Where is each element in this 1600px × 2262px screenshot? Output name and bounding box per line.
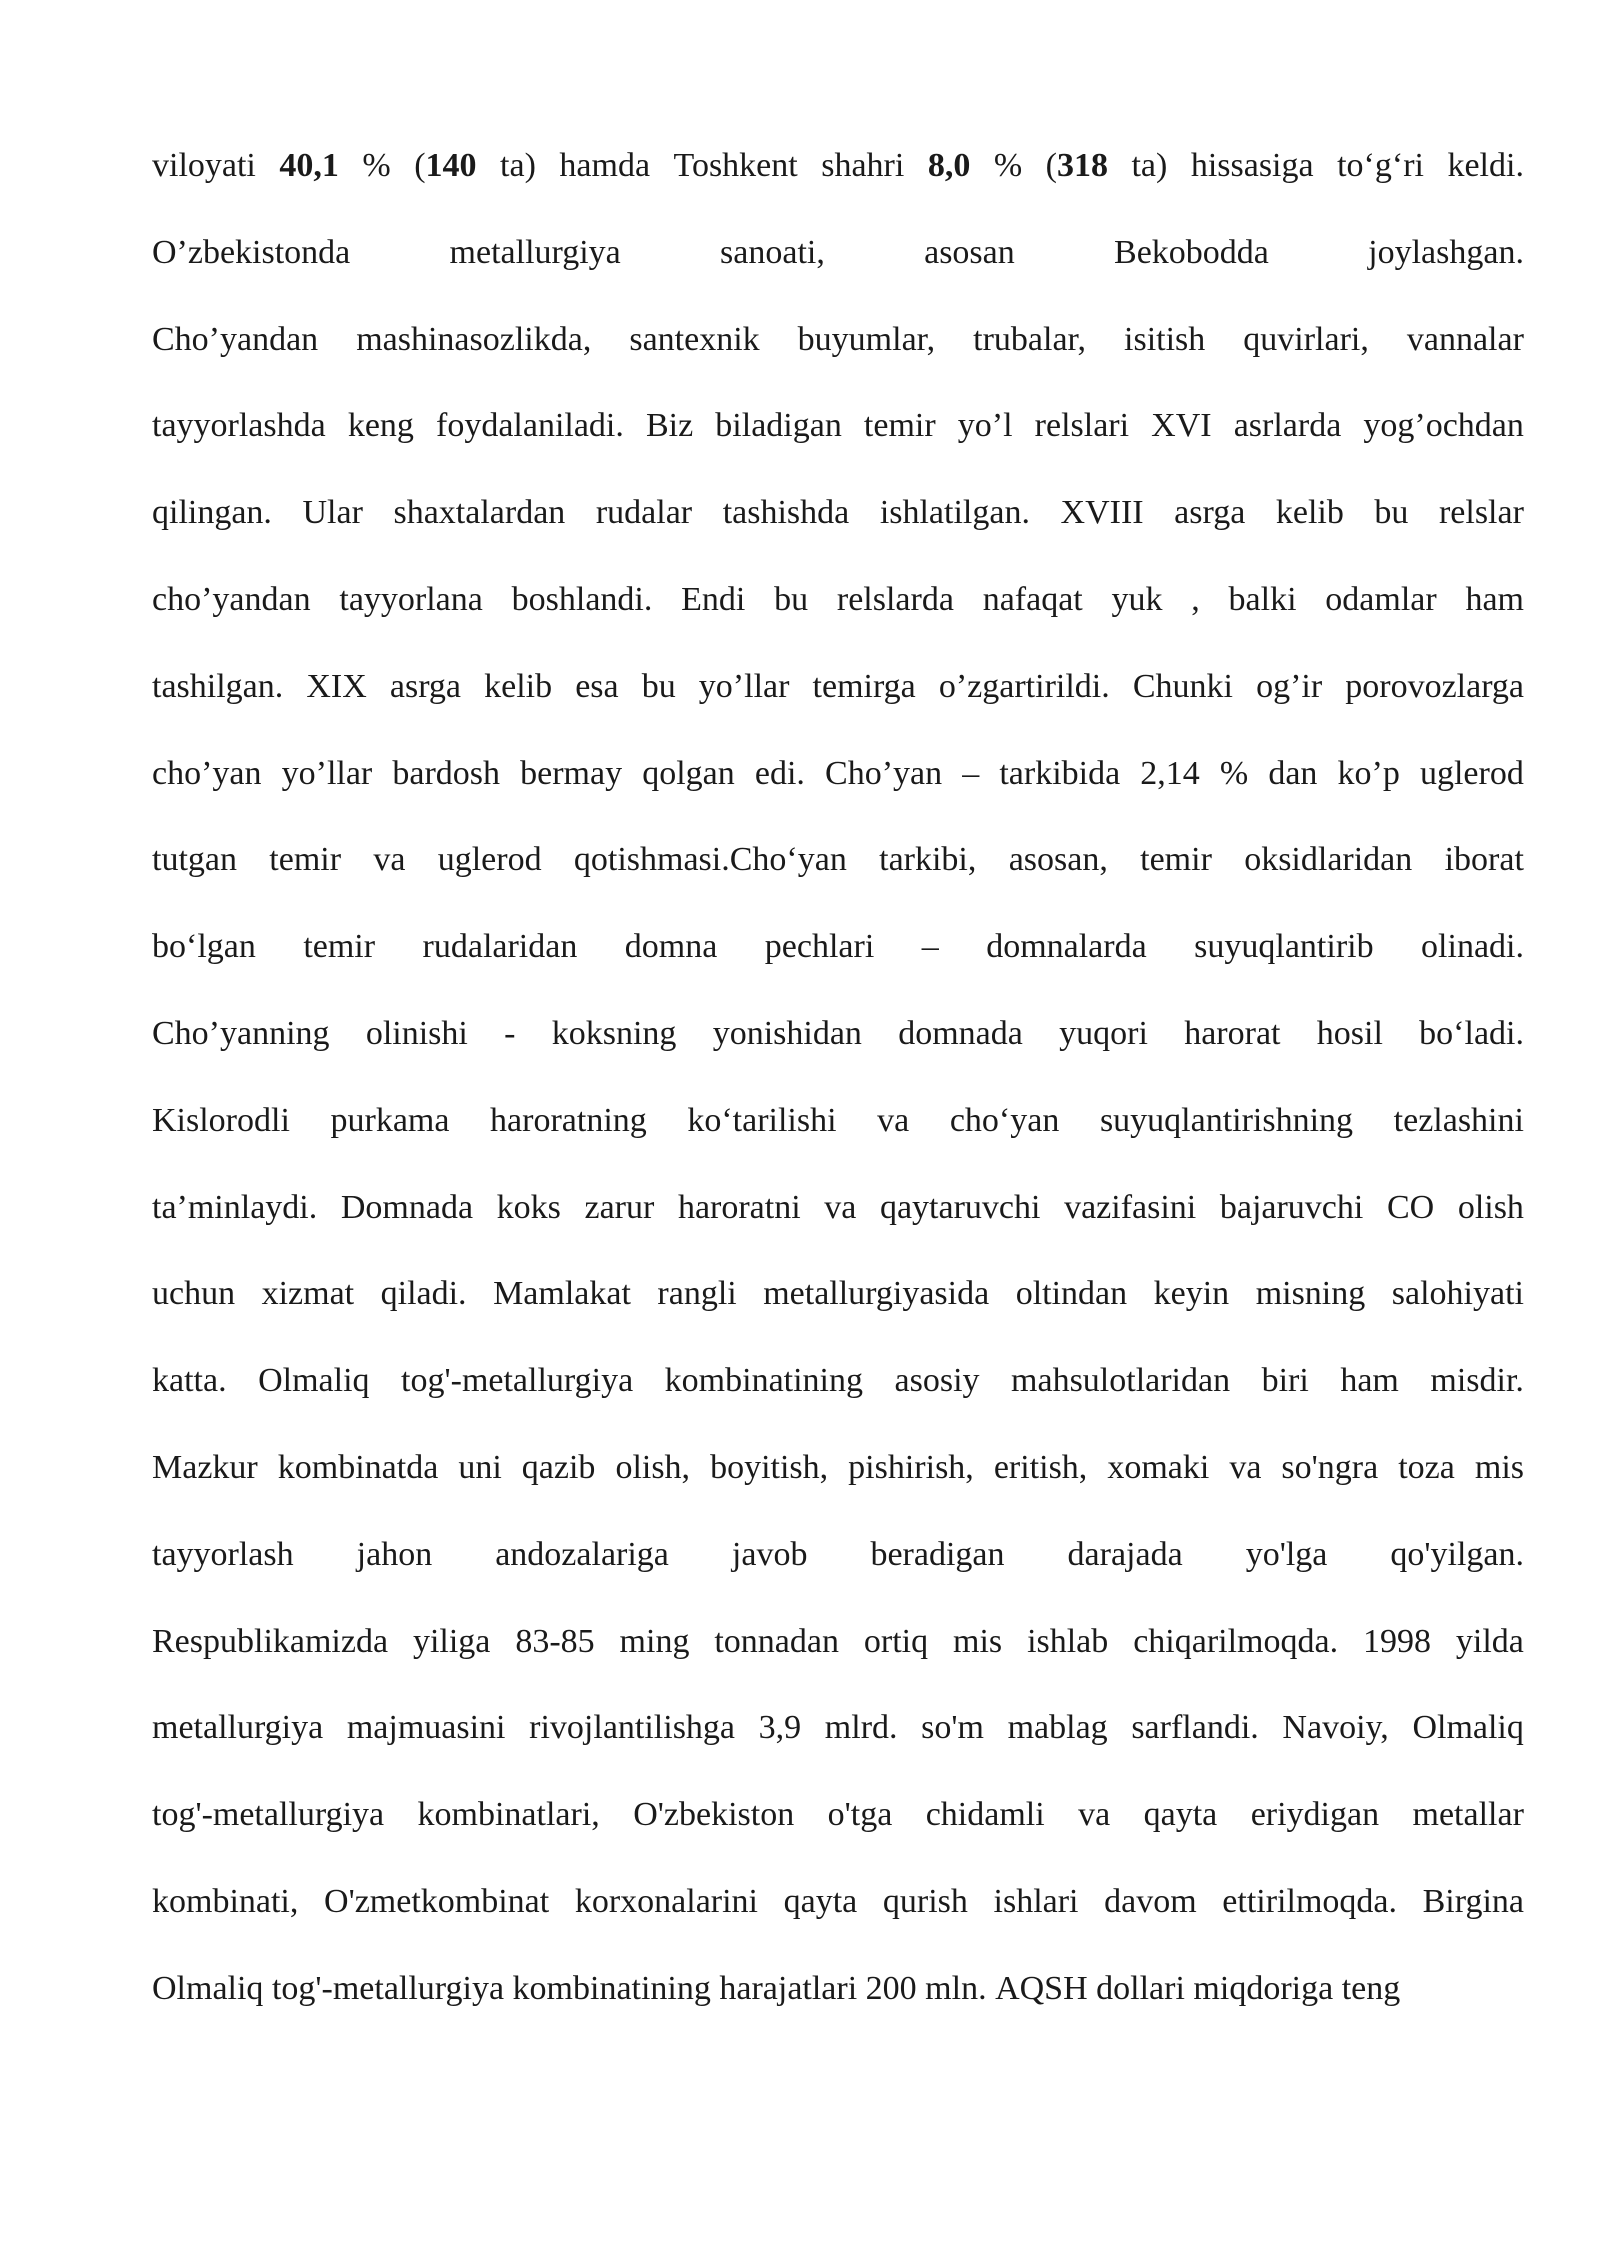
word: esa bbox=[575, 667, 619, 705]
word: ta’minlaydi. bbox=[152, 1188, 318, 1226]
bold-value: 140 bbox=[425, 147, 477, 184]
word: kelib bbox=[1275, 494, 1344, 532]
word: CO bbox=[1386, 1188, 1435, 1226]
word: - bbox=[504, 1014, 516, 1052]
text-line bbox=[152, 1274, 1524, 1361]
word: iborat bbox=[1444, 841, 1524, 879]
word: viloyati bbox=[152, 147, 256, 184]
word: Biz bbox=[645, 407, 694, 445]
word: cho‘yan bbox=[949, 1101, 1060, 1139]
word: ishlatilgan. bbox=[879, 494, 1030, 532]
text-line bbox=[152, 320, 1524, 407]
word: – bbox=[921, 928, 939, 966]
word: so'ngra bbox=[1281, 1448, 1379, 1486]
word: suyuqlantirib bbox=[1194, 928, 1374, 966]
word: foydalaniladi. bbox=[436, 407, 624, 445]
text-line bbox=[152, 1795, 1524, 1882]
word: harajatlari bbox=[719, 1969, 858, 2007]
word: mablag bbox=[1007, 1709, 1108, 1747]
word: misning bbox=[1255, 1275, 1366, 1313]
word: Mamlakat bbox=[493, 1275, 631, 1313]
word: nafaqat bbox=[982, 580, 1083, 618]
bold-value: 318 bbox=[1056, 147, 1108, 184]
word: davom bbox=[1104, 1882, 1197, 1920]
word: keldi. bbox=[1447, 147, 1524, 184]
text-line bbox=[152, 1361, 1524, 1448]
word: hissasiga bbox=[1190, 147, 1314, 184]
text-line bbox=[152, 1882, 1524, 1969]
word: (318 bbox=[1045, 147, 1108, 184]
word: yuk bbox=[1111, 580, 1163, 618]
text-line bbox=[152, 580, 1524, 667]
word: cho’yandan bbox=[152, 580, 311, 618]
word: yog’ochdan bbox=[1363, 407, 1524, 445]
word: , bbox=[1191, 580, 1200, 618]
word: mahsulotlaridan bbox=[1011, 1362, 1231, 1400]
word: harorat bbox=[1184, 1014, 1281, 1052]
word: ta) bbox=[500, 147, 536, 184]
word: santexnik bbox=[629, 320, 760, 358]
word: koks bbox=[496, 1188, 561, 1226]
word: % bbox=[993, 147, 1023, 184]
word: Cho’yan bbox=[825, 754, 943, 792]
word: rangli bbox=[657, 1275, 737, 1313]
word: qo'yilgan. bbox=[1390, 1535, 1524, 1573]
word: rivojlantilishga bbox=[529, 1709, 736, 1747]
word: Respublikamizda bbox=[152, 1622, 389, 1660]
word: yiliga bbox=[412, 1622, 491, 1660]
word: Domnada bbox=[340, 1188, 474, 1226]
word: yo'lga bbox=[1245, 1535, 1328, 1573]
word bbox=[279, 146, 339, 186]
word: quvirlari, bbox=[1243, 320, 1369, 358]
word: asosan bbox=[924, 233, 1015, 271]
word: bardosh bbox=[392, 754, 501, 792]
word: bu bbox=[641, 667, 676, 705]
word: odamlar bbox=[1325, 580, 1437, 618]
word: kombinatlari, bbox=[417, 1796, 600, 1834]
word: Ular bbox=[302, 494, 363, 532]
word: sarflandi. bbox=[1131, 1709, 1259, 1747]
word bbox=[928, 146, 971, 186]
word: katta. bbox=[152, 1362, 227, 1400]
word: uglerod bbox=[1419, 754, 1524, 792]
word: porovozlarga bbox=[1345, 667, 1524, 705]
word: Mazkur bbox=[152, 1448, 258, 1486]
bold-value: 8,0 bbox=[927, 147, 971, 184]
text-line bbox=[152, 840, 1524, 927]
word: XVI bbox=[1151, 407, 1212, 445]
word: qaytaruvchi bbox=[879, 1188, 1041, 1226]
word: oksidlaridan bbox=[1244, 841, 1413, 879]
word: (140 bbox=[414, 147, 477, 184]
word: qiladi. bbox=[380, 1275, 467, 1313]
word: qayta bbox=[783, 1882, 858, 1920]
word: joylashgan. bbox=[1368, 233, 1524, 271]
bold-value: 40,1 bbox=[279, 147, 339, 184]
word: Chunki bbox=[1132, 667, 1233, 705]
word: O'zbekiston bbox=[633, 1796, 795, 1834]
word: salohiyati bbox=[1391, 1275, 1524, 1313]
word: ta) bbox=[1131, 147, 1168, 184]
word: teng bbox=[1341, 1969, 1401, 2007]
word: sanoati, bbox=[720, 233, 825, 271]
text-line bbox=[152, 1535, 1524, 1622]
word: darajada bbox=[1067, 1535, 1183, 1573]
word: hamda bbox=[559, 147, 651, 184]
word: tog'-metallurgiya bbox=[271, 1969, 505, 2007]
text-line bbox=[152, 1014, 1524, 1101]
word: balki bbox=[1228, 580, 1297, 618]
word: mashinasozlikda, bbox=[356, 320, 592, 358]
word: keyin bbox=[1153, 1275, 1230, 1313]
word: va bbox=[824, 1188, 857, 1226]
word: temir bbox=[863, 407, 936, 445]
word: vazifasini bbox=[1064, 1188, 1197, 1226]
word: hosil bbox=[1316, 1014, 1383, 1052]
word: o’zgartirildi. bbox=[938, 667, 1110, 705]
text-line bbox=[152, 406, 1524, 493]
word: 83-85 bbox=[515, 1622, 595, 1660]
word: kombinatining bbox=[664, 1362, 863, 1400]
word: mis bbox=[953, 1622, 1003, 1660]
word: 1998 bbox=[1362, 1622, 1431, 1660]
word: ortiq bbox=[863, 1622, 929, 1660]
word: chidamli bbox=[925, 1796, 1045, 1834]
text-line bbox=[152, 1969, 1524, 2056]
word: kombinatining bbox=[512, 1969, 711, 2007]
word: metallurgiyasida bbox=[763, 1275, 990, 1313]
word: ham bbox=[1340, 1362, 1399, 1400]
word: Toshkent bbox=[673, 147, 798, 184]
word: mis bbox=[1474, 1448, 1524, 1486]
word: metallurgiya bbox=[449, 233, 621, 271]
word: qayta bbox=[1143, 1796, 1218, 1834]
word: misdir. bbox=[1430, 1362, 1524, 1400]
word: olish bbox=[1457, 1188, 1524, 1226]
word: qotishmasi.Cho‘yan bbox=[573, 841, 847, 879]
word: kelib bbox=[484, 667, 553, 705]
word: domnalarda bbox=[986, 928, 1147, 966]
word: qurish bbox=[882, 1882, 968, 1920]
word: og’ir bbox=[1256, 667, 1323, 705]
word: dollari bbox=[1096, 1969, 1185, 2007]
word: isitish bbox=[1124, 320, 1206, 358]
word: relslar bbox=[1438, 494, 1524, 532]
word: AQSH bbox=[995, 1969, 1088, 2007]
word: Birgina bbox=[1422, 1882, 1524, 1920]
word: va bbox=[1229, 1448, 1262, 1486]
document-page bbox=[152, 146, 1524, 2056]
word: Cho’yandan bbox=[152, 320, 319, 358]
word: metallar bbox=[1412, 1796, 1524, 1834]
word: beradigan bbox=[870, 1535, 1005, 1573]
word: temir bbox=[1140, 841, 1212, 879]
word: so'm bbox=[921, 1709, 984, 1747]
word: buyumlar, bbox=[797, 320, 936, 358]
word: o'tga bbox=[827, 1796, 893, 1834]
text-line bbox=[152, 754, 1524, 841]
word: bo‘lgan bbox=[152, 928, 256, 966]
word: temir bbox=[269, 841, 342, 879]
word: O'zmetkombinat bbox=[324, 1882, 550, 1920]
word: kombinatda bbox=[277, 1448, 439, 1486]
word: temirga bbox=[812, 667, 916, 705]
text-line bbox=[152, 927, 1524, 1014]
word: chiqarilmoqda. bbox=[1133, 1622, 1339, 1660]
word: XVIII bbox=[1060, 494, 1144, 532]
word: kombinati, bbox=[152, 1882, 299, 1920]
word: shahri bbox=[821, 147, 905, 184]
word: keng bbox=[347, 407, 414, 445]
word: dan bbox=[1268, 754, 1318, 792]
word: olinishi bbox=[365, 1014, 468, 1052]
word: purkama bbox=[330, 1101, 450, 1139]
word: – bbox=[962, 754, 980, 792]
word: cho’yan bbox=[152, 754, 262, 792]
word: ettirilmoqda. bbox=[1222, 1882, 1397, 1920]
word: javob bbox=[731, 1535, 808, 1573]
word: ham bbox=[1465, 580, 1524, 618]
word: bo‘ladi. bbox=[1419, 1014, 1524, 1052]
word: olinadi. bbox=[1421, 928, 1524, 966]
word: jahon bbox=[356, 1535, 433, 1573]
word: xizmat bbox=[261, 1275, 355, 1313]
word: tog'-metallurgiya bbox=[401, 1362, 634, 1400]
word: oltindan bbox=[1015, 1275, 1128, 1313]
word: haroratni bbox=[677, 1188, 801, 1226]
word: yilda bbox=[1455, 1622, 1524, 1660]
word: yonishidan bbox=[712, 1014, 862, 1052]
word: shaxtalardan bbox=[393, 494, 566, 532]
word: temir bbox=[303, 928, 376, 966]
word: va bbox=[373, 841, 406, 879]
word: tayyorlash bbox=[152, 1535, 294, 1573]
word: ming bbox=[619, 1622, 690, 1660]
word: Olmaliq bbox=[258, 1362, 370, 1400]
word: va bbox=[1078, 1796, 1111, 1834]
word: asrga bbox=[389, 667, 462, 705]
word: uglerod bbox=[437, 841, 542, 879]
word: tog'-metallurgiya bbox=[152, 1796, 385, 1834]
word: pishirish, bbox=[848, 1448, 974, 1486]
word: mlrd. bbox=[824, 1709, 898, 1747]
word: Endi bbox=[681, 580, 746, 618]
word: biri bbox=[1261, 1362, 1309, 1400]
word: tarkibi, bbox=[879, 841, 977, 879]
text-line bbox=[152, 667, 1524, 754]
word: metallurgiya bbox=[152, 1709, 324, 1747]
text-line bbox=[152, 1101, 1524, 1188]
word: asosan, bbox=[1008, 841, 1108, 879]
word: bermay bbox=[520, 754, 623, 792]
word: miqdoriga bbox=[1193, 1969, 1334, 2007]
word: XIX bbox=[306, 667, 367, 705]
word: % bbox=[1219, 754, 1249, 792]
word: tayyorlashda bbox=[152, 407, 326, 445]
word: tashishda bbox=[722, 494, 850, 532]
word: tayyorlana bbox=[339, 580, 483, 618]
word: va bbox=[877, 1101, 910, 1139]
word: uchun bbox=[152, 1275, 236, 1313]
text-line bbox=[152, 233, 1524, 320]
text-line bbox=[152, 146, 1524, 233]
word: uni bbox=[458, 1448, 502, 1486]
word: to‘g‘ri bbox=[1337, 147, 1424, 184]
word: Bekobodda bbox=[1114, 233, 1269, 271]
word: O’zbekistonda bbox=[152, 233, 351, 271]
word: yo’llar bbox=[281, 754, 373, 792]
word: biladigan bbox=[715, 407, 842, 445]
word: rudalaridan bbox=[422, 928, 578, 966]
word: ishlab bbox=[1027, 1622, 1109, 1660]
word: ko‘tarilishi bbox=[687, 1101, 837, 1139]
word: relslarda bbox=[836, 580, 954, 618]
word: asrlarda bbox=[1233, 407, 1342, 445]
word: qazib bbox=[521, 1448, 596, 1486]
word: yuqori bbox=[1059, 1014, 1148, 1052]
word: relslari bbox=[1034, 407, 1130, 445]
word: korxonalarini bbox=[574, 1882, 758, 1920]
word: tezlashini bbox=[1393, 1101, 1524, 1139]
word: domna bbox=[624, 928, 718, 966]
word: Navoiy, bbox=[1282, 1709, 1389, 1747]
word: qolgan bbox=[642, 754, 735, 792]
word: asosiy bbox=[894, 1362, 980, 1400]
word: koksning bbox=[551, 1014, 677, 1052]
word: domnada bbox=[898, 1014, 1023, 1052]
word: boyitish, bbox=[710, 1448, 829, 1486]
word: olish, bbox=[615, 1448, 691, 1486]
text-line bbox=[152, 1708, 1524, 1795]
word: Cho’yanning bbox=[152, 1014, 330, 1052]
text-line bbox=[152, 1622, 1524, 1709]
word: boshlandi. bbox=[511, 580, 653, 618]
word: 2,14 bbox=[1140, 754, 1200, 792]
word: zarur bbox=[584, 1188, 655, 1226]
word: bajaruvchi bbox=[1219, 1188, 1364, 1226]
word: xomaki bbox=[1107, 1448, 1210, 1486]
word: asrga bbox=[1174, 494, 1246, 532]
word: majmuasini bbox=[346, 1709, 506, 1747]
word: eriydigan bbox=[1250, 1796, 1380, 1834]
word: rudalar bbox=[595, 494, 693, 532]
word: bu bbox=[1374, 494, 1409, 532]
text-line bbox=[152, 1448, 1524, 1535]
word: qilingan. bbox=[152, 494, 272, 532]
word: tutgan bbox=[152, 841, 237, 879]
word: Olmaliq bbox=[152, 1969, 264, 2007]
word: ishlari bbox=[993, 1882, 1079, 1920]
word: haroratning bbox=[490, 1101, 647, 1139]
word: pechlari bbox=[764, 928, 875, 966]
word: trubalar, bbox=[973, 320, 1086, 358]
word: mln. bbox=[925, 1969, 987, 2007]
text-line bbox=[152, 1188, 1524, 1275]
word: Olmaliq bbox=[1412, 1709, 1524, 1747]
word: toza bbox=[1398, 1448, 1455, 1486]
word: eritish, bbox=[993, 1448, 1088, 1486]
word: suyuqlantirishning bbox=[1099, 1101, 1354, 1139]
text-line bbox=[152, 493, 1524, 580]
word: tonnadan bbox=[714, 1622, 839, 1660]
word: yo’l bbox=[957, 407, 1013, 445]
word: ko’p bbox=[1337, 754, 1400, 792]
word: edi. bbox=[754, 754, 805, 792]
word: yo’llar bbox=[698, 667, 790, 705]
word: vannalar bbox=[1406, 320, 1524, 358]
word: tashilgan. bbox=[152, 667, 284, 705]
word: 200 bbox=[865, 1969, 917, 2007]
word: bu bbox=[774, 580, 809, 618]
word: % bbox=[362, 147, 391, 184]
word: tarkibida bbox=[999, 754, 1121, 792]
word: 3,9 bbox=[758, 1709, 802, 1747]
word: Kislorodli bbox=[152, 1101, 290, 1139]
word: andozalariga bbox=[495, 1535, 669, 1573]
